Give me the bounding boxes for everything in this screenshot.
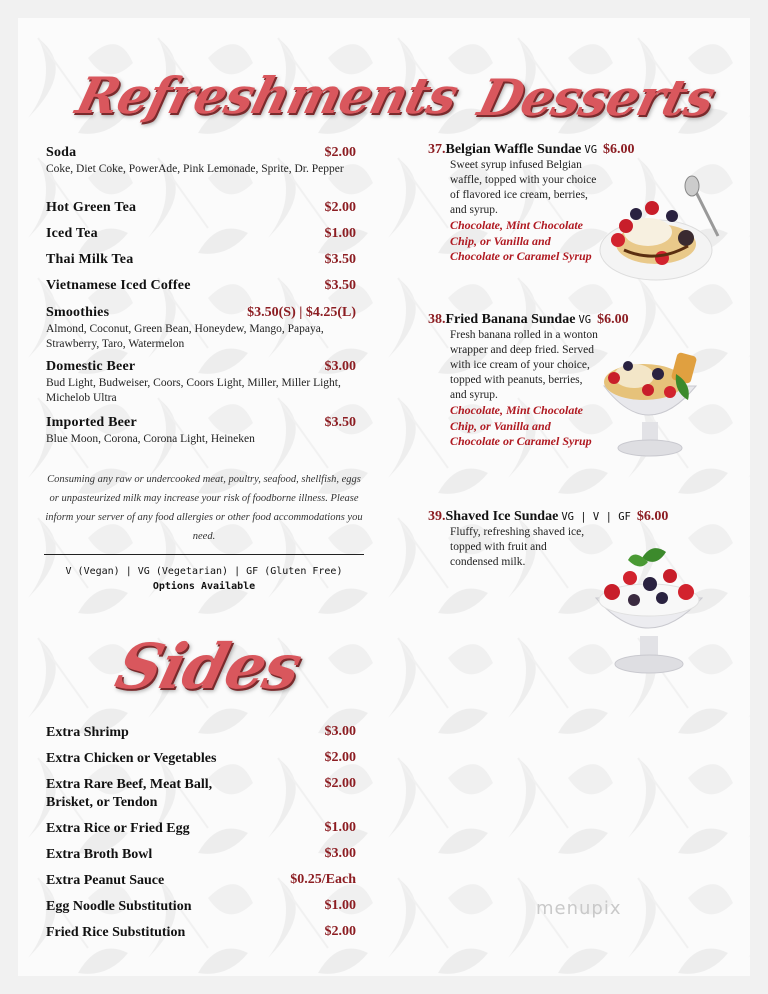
item-price: $2.00 [324,776,356,791]
item-price: $2.00 [324,924,356,939]
item-price: $3.00 [324,846,356,861]
menu-page [18,18,750,976]
item-name: Belgian Waffle Sundae [445,142,582,157]
item-price: $3.50 [324,278,356,293]
item-name: Iced Tea [46,226,98,241]
item-name: Extra Broth Bowl [46,847,153,862]
item-desc: Bud Light, Budweiser, Coors, Coors Light, Miller, Miller Light, Michelob Ultra [46,377,341,404]
item-price: $6.00 [603,142,635,157]
item-price: $6.00 [636,509,669,524]
menu-item-domestic-beer [46,359,356,406]
side-item-extra-rare-beef [46,776,356,812]
item-desc: Fresh banana rolled in a wonton wrapper and deep fried. Served with ice cream of your choice, topped with peanuts, berries, and syrup. [450,329,598,401]
diet-tag: VG | V | GF [561,511,631,523]
menu-item-hot-green-tea [46,200,356,216]
divider [44,554,364,555]
side-item-egg-noodle [46,898,356,916]
dietary-legend [44,564,364,594]
item-options: Chocolate, Mint Chocolate Chip, or Vanilla and Chocolate or Caramel Syrup [450,403,592,448]
item-price: $0.25/Each [290,872,356,887]
item-price: $6.00 [597,312,629,327]
item-number: 39. [428,509,446,524]
item-desc: Almond, Coconut, Green Bean, Honeydew, Mango, Papaya, Strawberry, Taro, Watermelon [46,323,324,350]
item-name: Egg Noodle Substitution [46,899,192,914]
item-price: $3.50(S) | $4.25(L) [247,305,356,320]
item-price: $1.00 [324,898,356,913]
item-price: $2.00 [324,145,356,160]
item-name: Fried Banana Sundae [445,312,576,327]
item-number: 38. [428,312,446,327]
item-name: Vietnamese Iced Coffee [46,278,191,293]
fried-banana-sundae-image [588,344,712,462]
menu-item-soda [46,145,356,177]
item-desc: Fluffy, refreshing shaved ice, topped with fruit and condensed milk. [450,526,585,568]
sides-title: Sides [108,630,309,703]
item-desc: Blue Moon, Corona, Corona Light, Heineken [46,433,255,445]
item-name: Extra Shrimp [46,725,129,740]
belgian-waffle-sundae-image [596,164,726,286]
side-item-extra-broth-bowl [46,846,356,864]
item-price: $3.50 [324,415,356,430]
menu-item-imported-beer [46,415,356,447]
legend-line-1: V (Vegan) | VG (Vegetarian) | GF (Gluten Free) [65,566,343,577]
side-item-extra-shrimp [46,724,356,742]
item-price: $2.00 [324,200,356,215]
item-desc: Coke, Diet Coke, PowerAde, Pink Lemonade, Sprite, Dr. Pepper [46,163,344,175]
diet-tag: VG [578,314,592,326]
menupix-watermark: menupix [536,898,622,919]
dessert-heading [428,142,728,158]
item-name: Soda [46,145,77,160]
item-desc: Sweet syrup infused Belgian waffle, topped with your choice of flavored ice cream, berries, and syrup. [450,159,597,216]
item-name: Extra Rice or Fried Egg [46,821,190,836]
item-name: Domestic Beer [46,359,136,374]
food-safety-notice: Consuming any raw or undercooked meat, poultry, seafood, shellfish, eggs or unpasteurized milk may increase your risk of foodborne illness. Please inform your server of any food allergies or other food accommodations you need. [45,474,363,542]
refreshments-title: Refreshments [70,66,464,125]
menu-item-thai-milk-tea [46,252,356,268]
item-price: $3.50 [324,252,356,267]
menu-item-iced-tea [46,226,356,242]
item-name: Extra Chicken or Vegetables [46,751,217,766]
item-price: $1.00 [324,820,356,835]
item-name: Smoothies [46,305,110,320]
item-name: Extra Peanut Sauce [46,873,165,888]
desserts-title: Desserts [472,68,721,127]
menu-item-vietnamese-iced-coffee [46,278,356,294]
item-price: $3.00 [324,359,356,374]
side-item-extra-peanut-sauce [46,872,356,890]
item-price: $3.00 [324,724,356,739]
shaved-ice-sundae-image [586,538,712,686]
item-name: Extra Rare Beef, Meat Ball, Brisket, or Tendon [46,777,213,810]
item-name: Imported Beer [46,415,137,430]
diet-tag: VG [584,144,598,156]
side-item-fried-rice [46,924,356,942]
item-options: Chocolate, Mint Chocolate Chip, or Vanilla and Chocolate or Caramel Syrup [450,218,592,263]
dessert-heading [428,509,728,525]
item-price: $2.00 [324,750,356,765]
item-name: Shaved Ice Sundae [445,509,559,524]
item-name: Fried Rice Substitution [46,925,186,940]
item-name: Thai Milk Tea [46,252,134,267]
dessert-heading [428,312,728,328]
menu-item-smoothies [46,305,356,352]
item-name: Hot Green Tea [46,200,137,215]
legend-line-2: Options Available [152,581,256,592]
side-item-extra-chicken [46,750,356,768]
side-item-extra-rice [46,820,356,838]
item-number: 37. [428,142,446,157]
item-price: $1.00 [324,226,356,241]
